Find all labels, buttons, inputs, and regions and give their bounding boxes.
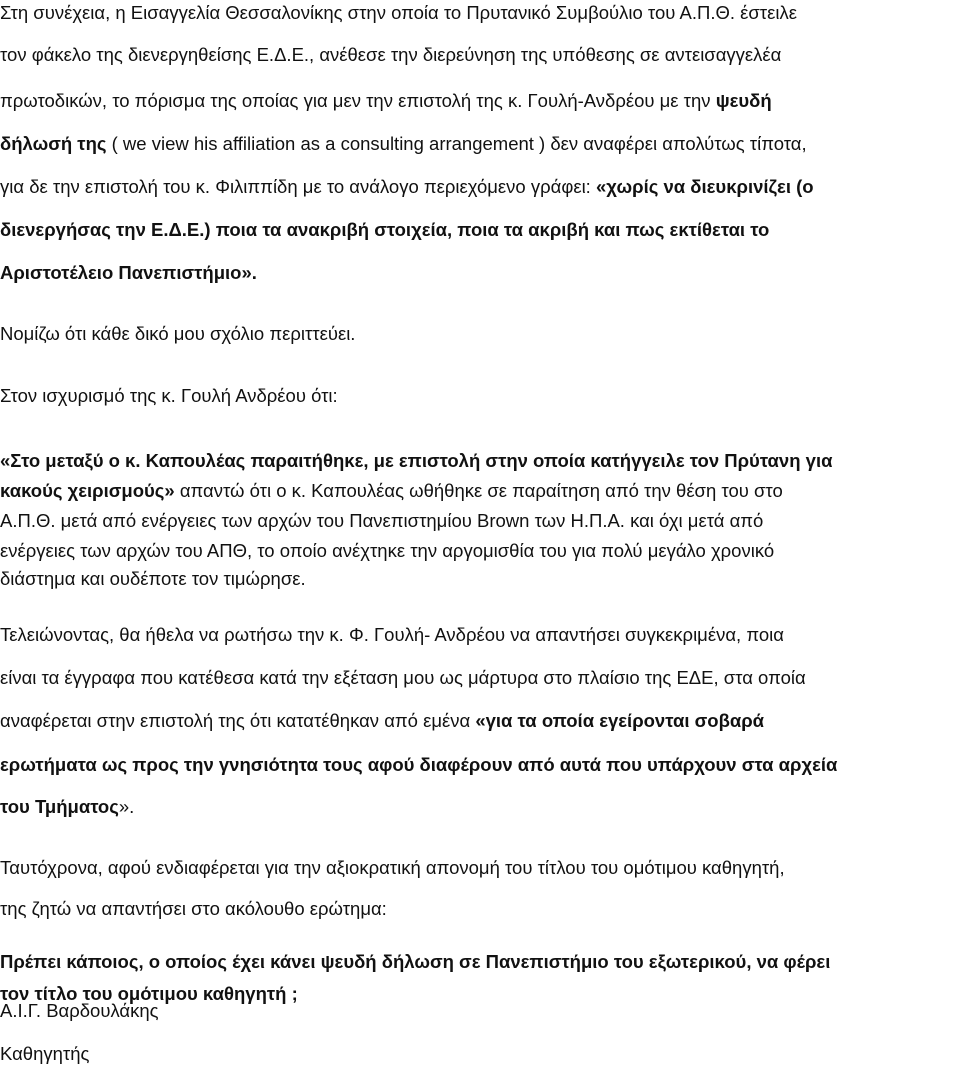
text-line: Τελειώνοντας, θα ήθελα να ρωτήσω την κ. Φ. Γουλή- Ανδρέου να απαντήσει συγκεκριμένα, ποια bbox=[0, 624, 784, 645]
text-line: κακούς χειρισμούς» απαντώ ότι ο κ. Καπουλέας ωθήθηκε σε παραίτηση από την θέση του στο bbox=[0, 480, 783, 501]
text-line: δήλωσή της ( we view his affiliation as a consulting arrangement ) δεν αναφέρει απολύτως τίποτα, bbox=[0, 133, 807, 154]
text-line: Α.Π.Θ. μετά από ενέργειες των αρχών του Πανεπιστημίου Brown των Η.Π.Α. και όχι μετά από bbox=[0, 510, 764, 531]
text-line: διάστημα και ουδέποτε τον τιμώρησε. bbox=[0, 568, 306, 589]
paragraph-comment: Νομίζω ότι κάθε δικό μου σχόλιο περιττεύει. bbox=[0, 323, 356, 344]
text-line: είναι τα έγγραφα που κατέθεσα κατά την εξέταση μου ως μάρτυρα στο πλαίσιο της ΕΔΕ, στα οποία bbox=[0, 667, 806, 688]
paragraph-claim-intro: Στον ισχυρισμό της κ. Γουλή Ανδρέου ότι: bbox=[0, 385, 338, 406]
text-line: ενέργειες των αρχών του ΑΠΘ, το οποίο ανέχτηκε την αργομισθία του για πολύ μεγάλο χρονικό bbox=[0, 540, 775, 561]
text-line: του Τμήματος». bbox=[0, 796, 135, 817]
text-line: ερωτήματα ως προς την γνησιότητα τους αφού διαφέρουν από αυτά που υπάρχουν στα αρχεία bbox=[0, 754, 838, 775]
text-line: Στη συνέχεια, η Εισαγγελία Θεσσαλονίκης στην οποία το Πρυτανικό Συμβούλιο του Α.Π.Θ. έστειλε bbox=[0, 2, 797, 23]
text-line: Αριστοτέλειο Πανεπιστήμιο». bbox=[0, 262, 257, 283]
text-line: τον φάκελο της διενεργηθείσης Ε.Δ.Ε., ανέθεσε την διερεύνηση της υπόθεσης σε αντεισαγγελέα bbox=[0, 44, 782, 65]
text-line: διενεργήσας την Ε.Δ.Ε.) ποια τα ανακριβή στοιχεία, ποια τα ακριβή και πως εκτίθεται το bbox=[0, 219, 770, 240]
signature-title-text: Καθηγητής bbox=[0, 1043, 90, 1064]
text-line: πρωτοδικών, το πόρισμα της οποίας για μεν την επιστολή της κ. Γουλή-Ανδρέου με την ψευδή bbox=[0, 90, 772, 111]
text-line: της ζητώ να απαντήσει στο ακόλουθο ερώτημα: bbox=[0, 898, 387, 919]
text-line: αναφέρεται στην επιστολή της ότι κατατέθηκαν από εμένα «για τα οποία εγείρονται σοβαρά bbox=[0, 710, 765, 731]
text-line: τον τίτλο του ομότιμου καθηγητή ; bbox=[0, 983, 298, 1004]
signature-name-text: Α.Ι.Γ. Βαρδουλάκης bbox=[0, 1000, 159, 1021]
text-line: για δε την επιστολή του κ. Φιλιππίδη με το ανάλογο περιεχόμενο γράφει: «χωρίς να διευκρινίζει (ο bbox=[0, 176, 814, 197]
text-line: Ταυτόχρονα, αφού ενδιαφέρεται για την αξιοκρατική απονομή του τίτλου του ομότιμου καθηγητή, bbox=[0, 857, 785, 878]
text-line: Πρέπει κάποιος, ο οποίος έχει κάνει ψευδή δήλωση σε Πανεπιστήμιο του εξωτερικού, να φέρει bbox=[0, 951, 831, 972]
text-line: «Στο μεταξύ ο κ. Καπουλέας παραιτήθηκε, με επιστολή στην οποία κατήγγειλε τον Πρύτανη για bbox=[0, 450, 833, 471]
